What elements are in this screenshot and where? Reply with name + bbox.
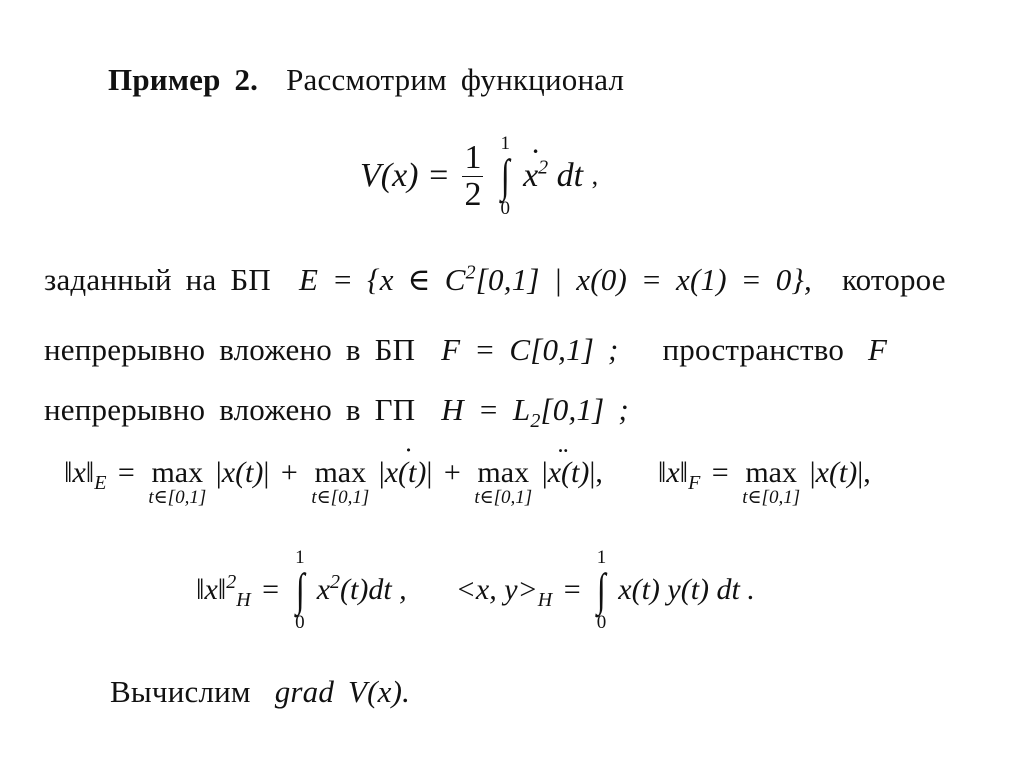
- set-E-definition: [299, 262, 812, 297]
- term-x: x(t): [221, 456, 264, 489]
- inner-product-sub: H: [537, 589, 553, 611]
- definition-line-1: [44, 261, 946, 297]
- norm-H: ‖x‖$^2_H$: [196, 571, 251, 611]
- max-2: max: [314, 456, 367, 489]
- term-x-ddot: x(t) ¨: [548, 458, 590, 488]
- integral-2-lower: 0: [295, 612, 305, 633]
- inner-product-expr: <x, y>: [455, 573, 538, 606]
- line2-tail-text: пространство: [662, 332, 845, 367]
- space-H-definition: [441, 392, 629, 433]
- integrand-3: x(t) y(t) dt .: [618, 573, 755, 606]
- integrand-2-power: 2: [330, 571, 341, 593]
- integral-sign: [499, 134, 512, 218]
- norm-E: $‖x‖_E$: [64, 456, 107, 494]
- term-x-dot: x(t) ˙: [385, 458, 427, 488]
- norms-formula: $‖x‖_E$ = max t∈[0,1] |x(t)| + max t∈[0,1] |x(t) ˙| + max t∈[0,1] |x(t) ¨|, $‖x‖_F$ = max t∈[0,1] |x(t)|,: [64, 458, 871, 509]
- max-1-range: t∈[0,1]: [148, 487, 207, 508]
- normF-sub: F: [688, 472, 701, 494]
- max-4: max: [745, 456, 797, 489]
- integrand-2: [317, 573, 407, 606]
- formula-trailing-comma: ,: [591, 161, 599, 190]
- max-operator-2: [311, 458, 369, 509]
- integrand-power: 2: [538, 156, 549, 179]
- line3-text: непрерывно вложено в ГП: [44, 392, 416, 427]
- integrand-2-rest: (t)dt ,: [340, 573, 407, 606]
- normH-sub: H: [236, 589, 251, 611]
- space-H-sub: 2: [530, 410, 541, 433]
- integral-3-upper: 1: [596, 547, 607, 568]
- differential: dt: [556, 157, 584, 194]
- max-1: max: [151, 456, 204, 489]
- functional-lhs: V(x) =: [360, 157, 450, 194]
- definition-line-2: [44, 334, 887, 365]
- normH-power: 2: [226, 571, 237, 593]
- compute-line: [110, 676, 410, 707]
- integral-sign-2: [294, 548, 307, 632]
- fraction-denominator: 2: [464, 175, 482, 213]
- title-text: Рассмотрим функционал: [286, 62, 625, 97]
- one-half-fraction: [462, 140, 483, 212]
- integral-3-symbol: ∫: [597, 564, 606, 615]
- integral-3-lower: 0: [596, 612, 607, 633]
- norm-F: $‖x‖_F$: [657, 456, 701, 494]
- normF-term: x(t): [815, 456, 858, 489]
- max-operator-4: [742, 458, 800, 509]
- functional-formula: [360, 134, 598, 218]
- fraction-numerator: 1: [464, 138, 482, 176]
- space-H-prefix: H = L: [441, 392, 531, 427]
- compute-text: Вычислим: [110, 674, 251, 709]
- compute-math: grad V(x).: [274, 674, 411, 709]
- norms-eq-2: =: [711, 456, 729, 489]
- hilbert-eq-2: =: [563, 573, 581, 606]
- norms-eq-1: =: [117, 456, 135, 489]
- line2-text: непрерывно вложено в БП: [44, 332, 416, 367]
- plus-2: +: [443, 456, 461, 489]
- integrand-var: x ˙: [523, 159, 538, 193]
- space-F-definition: F = C[0,1] ;: [441, 332, 619, 367]
- hilbert-formula: [196, 548, 755, 632]
- norms-comma-2: ,: [863, 456, 871, 489]
- integral-lower-limit: 0: [500, 198, 510, 219]
- normF-var: x: [666, 456, 680, 489]
- definition-line-3: [44, 392, 629, 433]
- max-2-range: t∈[0,1]: [311, 487, 370, 508]
- integral-sign-3: [595, 548, 608, 632]
- integral-symbol: ∫: [500, 150, 510, 201]
- example-label: Пример 2.: [108, 62, 259, 97]
- normH-var: x: [204, 573, 218, 606]
- line2-tail-math: F: [868, 332, 888, 367]
- inner-product: [455, 573, 553, 611]
- max-3-range: t∈[0,1]: [474, 487, 533, 508]
- integrand: [523, 157, 592, 194]
- normE-sub: E: [94, 472, 107, 494]
- max-4-range: t∈[0,1]: [742, 487, 801, 508]
- normE-var: x: [72, 456, 86, 489]
- set-E-start: E = {x ∈ C: [298, 262, 466, 297]
- set-E-power: 2: [465, 261, 476, 284]
- integral-upper-limit: 1: [500, 133, 510, 154]
- line1-tail: которое: [841, 262, 946, 297]
- plus-1: +: [280, 456, 298, 489]
- integrand-2-var: x: [316, 573, 331, 606]
- norms-comma-1: ,: [595, 456, 603, 489]
- integral-2-upper: 1: [295, 547, 305, 568]
- line1-text: заданный на БП: [44, 262, 271, 297]
- hilbert-eq-1: =: [262, 573, 280, 606]
- max-operator-1: [148, 458, 206, 509]
- title-line: [108, 64, 624, 95]
- integral-2-symbol: ∫: [295, 564, 305, 615]
- max-operator-3: [474, 458, 532, 509]
- space-H-rest: [0,1] ;: [540, 392, 629, 427]
- max-3: max: [477, 456, 530, 489]
- set-E-rest: [0,1] | x(0) = x(1) = 0},: [475, 262, 812, 297]
